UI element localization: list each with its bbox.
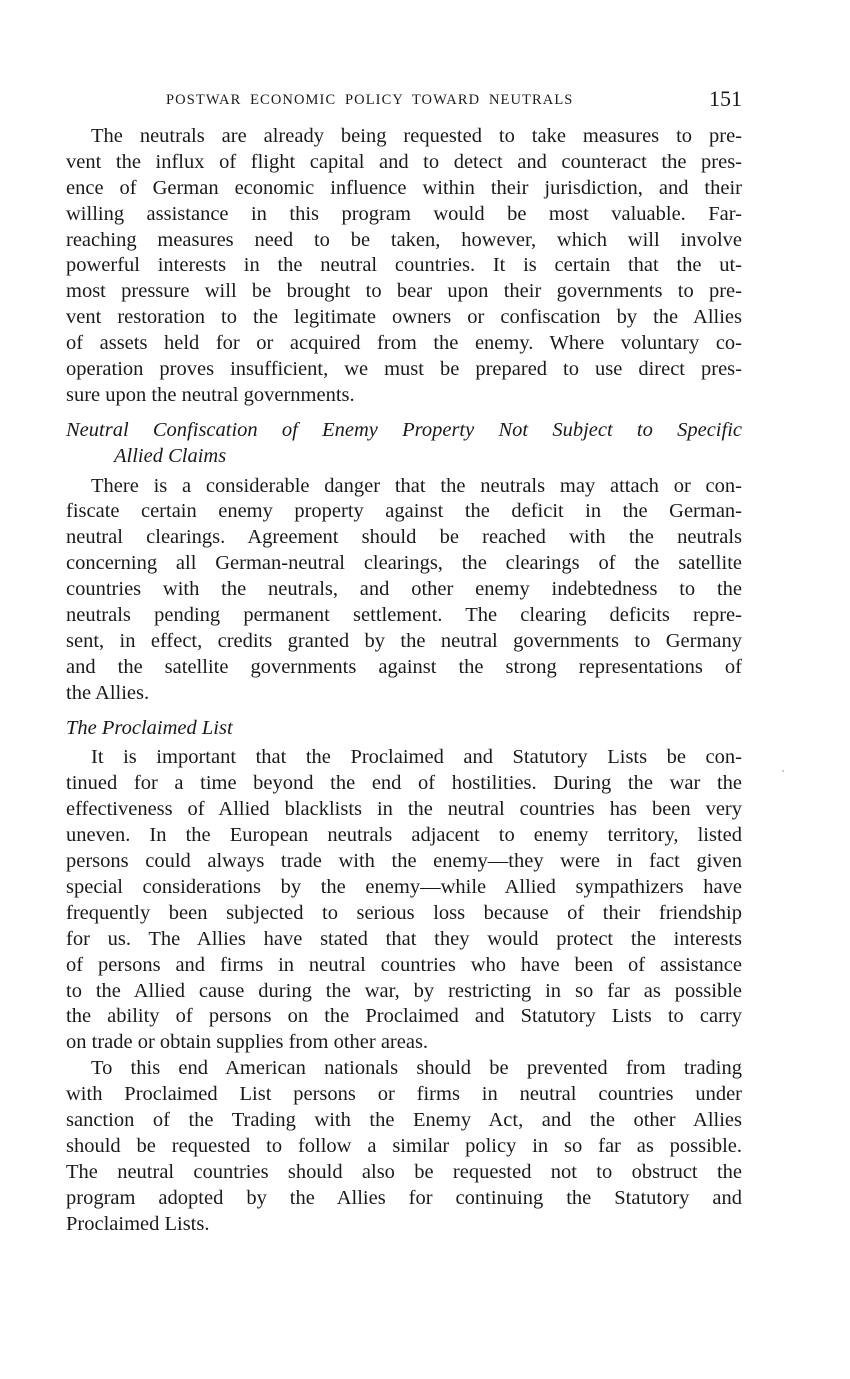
text-line: of persons and firms in neutral countries who have been of assistance: [66, 953, 742, 976]
text-line: vent the influx of flight capital and to detect and counteract the pres-: [66, 150, 742, 173]
section-heading-line: The Proclaimed List: [66, 716, 233, 739]
paragraph-blacklists: [66, 745, 742, 1056]
text-line: sent, in effect, credits granted by the neutral governments to Germany: [66, 629, 742, 652]
text-line: willing assistance in this program would be most valuable. Far-: [66, 202, 742, 225]
text-line: with Proclaimed List persons or firms in neutral countries under: [66, 1083, 742, 1106]
text-line: the Allies.: [66, 681, 150, 704]
text-line: fiscate certain enemy property against the deficit in the German-: [66, 500, 742, 523]
text-line: powerful interests in the neutral countries. It is certain that the ut-: [66, 254, 742, 277]
text-line: tinued for a time beyond the end of hostilities. During the war the: [66, 772, 742, 795]
text-line: neutral clearings. Agreement should be reached with the neutrals: [66, 526, 742, 549]
page-number: 151: [709, 86, 742, 111]
text-line: on trade or obtain supplies from other areas.: [66, 1031, 429, 1054]
section-heading-proclaimed-list: [66, 716, 742, 742]
text-line: operation proves insufficient, we must be prepared to use direct pres-: [66, 358, 742, 381]
text-line: countries with the neutrals, and other enemy indebtedness to the: [66, 578, 742, 601]
scan-speck: [782, 770, 784, 772]
text-line: the ability of persons on the Proclaimed and Statutory Lists to carry: [66, 1005, 742, 1028]
text-line: persons could always trade with the enemy—they were in fact given: [66, 850, 742, 873]
text-line: reaching measures need to be taken, however, which will involve: [66, 228, 742, 251]
text-line: sure upon the neutral governments.: [66, 383, 355, 406]
text-line: and the satellite governments against the strong representations of: [66, 655, 742, 678]
text-line: effectiveness of Allied blacklists in the neutral countries has been very: [66, 798, 742, 821]
text-line: concerning all German-neutral clearings, the clearings of the satellite: [66, 552, 742, 575]
running-title: POSTWAR ECONOMIC POLICY TOWARD NEUTRALS: [166, 92, 574, 108]
text-line: of assets held for or acquired from the enemy. Where voluntary co-: [66, 332, 742, 355]
paragraph-flight-capital: [66, 124, 742, 409]
running-head: [66, 86, 742, 116]
text-line: ence of German economic influence within their jurisdiction, and their: [66, 176, 742, 199]
section-heading-neutral-confiscation: [66, 418, 742, 470]
text-line: should be requested to follow a similar policy in so far as possible.: [66, 1134, 742, 1157]
text-line: special considerations by the enemy—while Allied sympathizers have: [66, 875, 742, 898]
paragraph-trading-with-enemy-act: [66, 1056, 742, 1237]
text-line: The neutrals are already being requested to take measures to pre-: [91, 125, 742, 147]
text-line: The neutral countries should also be requested not to obstruct the: [66, 1160, 742, 1183]
text-line: most pressure will be brought to bear upon their governments to pre-: [66, 280, 742, 303]
text-line: It is important that the Proclaimed and Statutory Lists be con-: [91, 746, 742, 769]
text-line: for us. The Allies have stated that they would protect the interests: [66, 927, 742, 950]
document-page: [66, 86, 742, 1237]
text-line: Proclaimed Lists.: [66, 1212, 210, 1235]
text-line: neutrals pending permanent settlement. The clearing deficits repre-: [66, 604, 742, 627]
text-line: sanction of the Trading with the Enemy Act, and the other Allies: [66, 1108, 742, 1131]
text-line: frequently been subjected to serious loss because of their friendship: [66, 901, 742, 924]
text-line: To this end American nationals should be prevented from trading: [91, 1057, 742, 1080]
text-line: to the Allied cause during the war, by restricting in so far as possible: [66, 979, 742, 1002]
text-line: program adopted by the Allies for continuing the Statutory and: [66, 1186, 742, 1209]
section-heading-line: Neutral Confiscation of Enemy Property Not Subject to Specific: [66, 418, 742, 441]
text-line: uneven. In the European neutrals adjacent to enemy territory, listed: [66, 824, 742, 847]
text-line: vent restoration to the legitimate owners or confiscation by the Allies: [66, 306, 742, 329]
paragraph-clearings: [66, 474, 742, 707]
text-line: There is a considerable danger that the neutrals may attach or con-: [91, 474, 742, 497]
section-heading-line: Allied Claims: [114, 444, 227, 467]
